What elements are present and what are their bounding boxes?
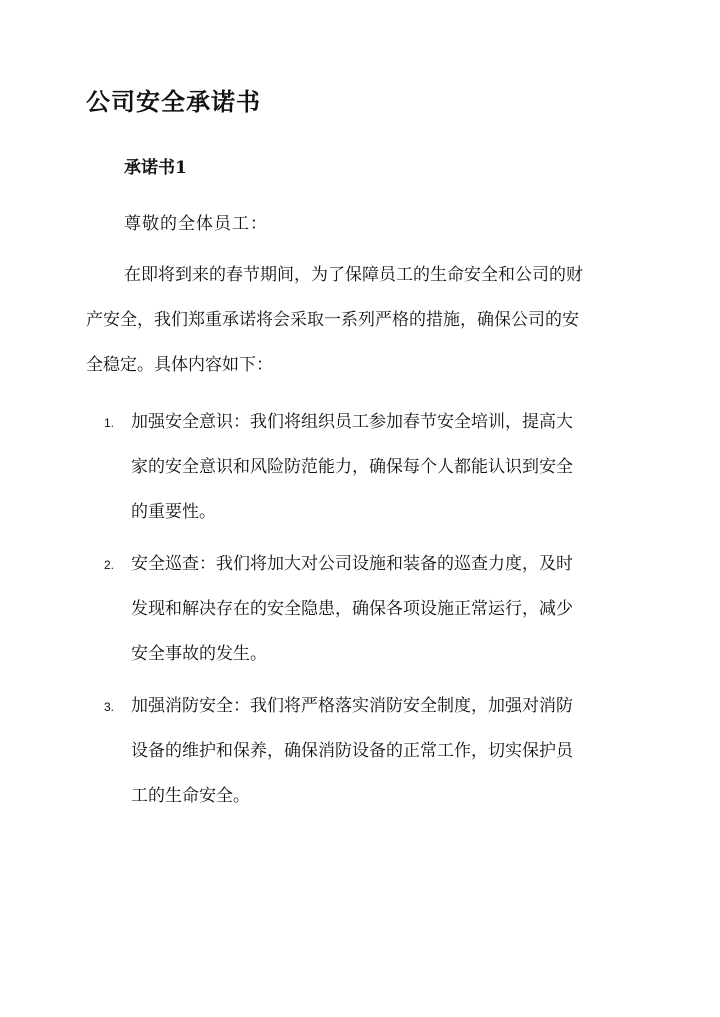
intro-line: 全稳定。具体内容如下： [86, 355, 273, 375]
list-item-number: 2. [104, 558, 115, 572]
section-heading: 承诺书1 [124, 158, 187, 178]
list-item-line: 发现和解决存在的安全隐患，确保各项设施正常运行，减少 [131, 599, 573, 619]
list-item-line: 工的生命安全。 [131, 786, 250, 806]
list-item-text [131, 407, 621, 542]
list-item-text [131, 549, 621, 684]
intro-paragraph [86, 260, 634, 395]
list-item-line: 安全事故的发生。 [131, 644, 267, 664]
list-item-line: 家的安全意识和风险防范能力，确保每个人都能认识到安全 [131, 457, 573, 477]
list-item-line: 安全巡查：我们将加大对公司设施和装备的巡查力度，及时 [131, 554, 573, 574]
list-item-text [131, 691, 621, 826]
list-item-number: 1. [104, 416, 115, 430]
list-item-line: 设备的维护和保养，确保消防设备的正常工作，切实保护员 [131, 741, 573, 761]
list-item-number: 3. [104, 700, 115, 714]
intro-line: 在即将到来的春节期间，为了保障员工的生命安全和公司的财 [124, 265, 583, 285]
list-item-line: 的重要性。 [131, 502, 216, 522]
greeting: 尊敬的全体员工： [124, 214, 268, 234]
list-item-line: 加强安全意识：我们将组织员工参加春节安全培训，提高大 [131, 412, 573, 432]
document-title: 公司安全承诺书 [86, 87, 261, 116]
list-item-line: 加强消防安全：我们将严格落实消防安全制度，加强对消防 [131, 696, 573, 716]
intro-line: 产安全，我们郑重承诺将会采取一系列严格的措施，确保公司的安 [86, 310, 579, 330]
